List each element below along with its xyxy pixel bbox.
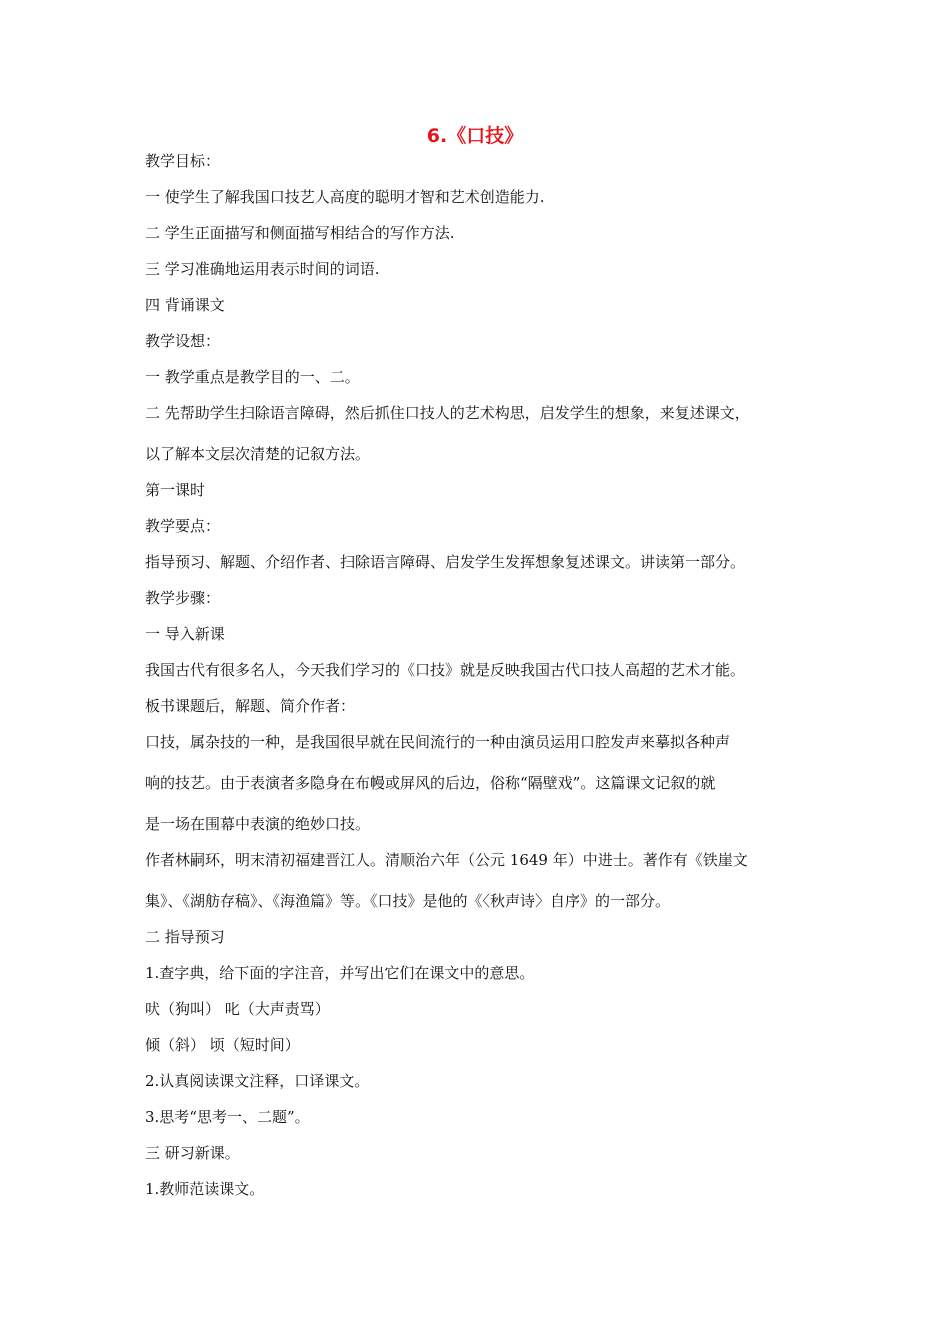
objective-item-2: 二 学生正面描写和侧面描写相结合的写作方法.	[145, 224, 455, 242]
step-heading-1: 一 导入新课	[145, 625, 225, 643]
objective-item-3: 三 学习准确地运用表示时间的词语.	[145, 260, 380, 278]
preview-item-3: 3.思考“思考一、二题”。	[145, 1108, 310, 1126]
step-heading-3: 三 研习新课。	[145, 1144, 240, 1162]
vocab-line-2: 倾（斜） 顷（短时间）	[145, 1036, 300, 1054]
section-heading-key-points: 教学要点：	[145, 517, 221, 535]
document-title: 6.《口技》	[426, 125, 524, 147]
design-item-1: 一 教学重点是教学目的一、二。	[145, 368, 360, 386]
paragraph-kouji-line-1: 口技，属杂技的一种，是我国很早就在民间流行的一种由演员运用口腔发声来摹拟各种声	[145, 733, 731, 751]
section-heading-steps: 教学步骤：	[145, 589, 221, 607]
step-heading-2: 二 指导预习	[145, 928, 225, 946]
paragraph-intro: 我国古代有很多名人，今天我们学习的《口技》就是反映我国古代口技人高超的艺术才能。	[145, 661, 746, 679]
paragraph-board: 板书课题后，解题、简介作者：	[145, 697, 356, 715]
objective-item-1: 一 使学生了解我国口技艺人高度的聪明才智和艺术创造能力.	[145, 188, 545, 206]
paragraph-author-line-1: 作者林嗣环，明末清初福建晋江人。清顺治六年（公元 1649 年）中进士。著作有《铁崖文	[145, 851, 748, 869]
section-heading-design: 教学设想：	[145, 332, 221, 350]
preview-item-1: 1.查字典，给下面的字注音，并写出它们在课文中的意思。	[145, 964, 535, 982]
key-points-text: 指导预习、解题、介绍作者、扫除语言障碍、启发学生发挥想象复述课文。讲读第一部分。	[145, 553, 746, 571]
vocab-line-1: 吠（狗叫） 叱（大声责骂）	[145, 1000, 330, 1018]
section-heading-objectives: 教学目标：	[145, 152, 221, 170]
lesson-heading: 第一课时	[145, 481, 206, 499]
objective-item-4: 四 背诵课文	[145, 296, 225, 314]
paragraph-kouji-line-3: 是一场在围幕中表演的绝妙口技。	[145, 815, 371, 833]
design-item-2-continued: 以了解本文层次清楚的记叙方法。	[145, 445, 371, 463]
paragraph-kouji-line-2: 响的技艺。由于表演者多隐身在布幔或屏风的后边，俗称“隔壁戏”。这篇课文记叙的就	[145, 774, 716, 792]
paragraph-author-line-2: 集》、《湖舫存稿》、《海渔篇》等。《口技》是他的《〈秋声诗〉自序》的一部分。	[145, 892, 671, 910]
preview-item-2: 2.认真阅读课文注释，口译课文。	[145, 1072, 370, 1090]
study-item-1: 1.教师范读课文。	[145, 1180, 265, 1198]
design-item-2: 二 先帮助学生扫除语言障碍，然后抓住口技人的艺术构思，启发学生的想象，来复述课文，	[145, 404, 750, 422]
